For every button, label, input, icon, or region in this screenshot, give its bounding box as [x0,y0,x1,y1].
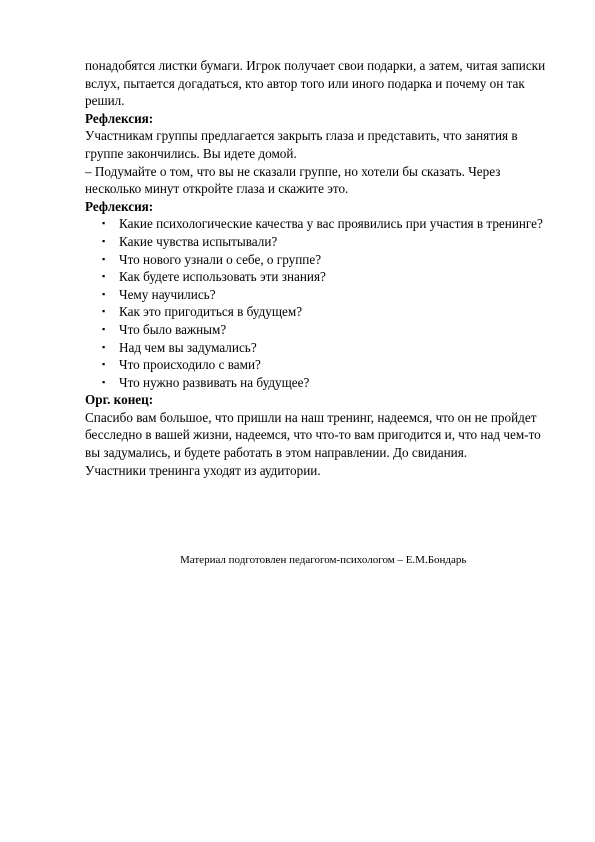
list-item [102,339,555,357]
question-text: Чему научились? [119,286,216,302]
reflection-questions-list [85,215,555,391]
bullet-icon: ▪ [102,359,106,370]
reflection-heading-2: Рефлексия: [85,198,154,214]
list-item [102,286,555,304]
document-body [85,57,555,479]
bullet-icon: ▪ [102,253,106,264]
list-item [102,303,555,321]
list-item [102,215,555,233]
author-credit: Материал подготовлен педагогом-психологом – Е.М.Бондарь [180,554,467,566]
reflection-heading-1: Рефлексия: [85,110,154,126]
reflection-instruction-paragraph: Участникам группы предлагается закрыть глаза и представить, что занятия в группе закончились. Вы идете домой. [85,128,518,161]
bullet-icon: ▪ [102,271,106,282]
intro-paragraph: понадобятся листки бумаги. Игрок получает свои подарки, а затем, читая записки вслух, пытается догадаться, кто автор того или иного подарка и почему он так решил. [85,58,546,109]
bullet-icon: ▪ [102,323,106,334]
final-paragraph: Участники тренинга уходят из аудитории. [85,462,321,478]
question-text: Над чем вы задумались? [119,339,257,355]
bullet-icon: ▪ [102,235,106,246]
bullet-icon: ▪ [102,306,106,317]
list-item [102,356,555,374]
closing-paragraph: Спасибо вам большое, что пришли на наш тренинг, надеемся, что он не пройдет бесследно в вашей жизни, надеемся, что что-то вам пригодится и, что над чем-то вы задумались, и будете работать в этом направлении. До свидания. [85,409,541,461]
question-text: Что нового узнали о себе, о группе? [119,251,322,267]
question-text: Что было важным? [119,321,227,337]
closing-heading: Орг. конец: [85,392,154,408]
list-item [102,251,555,269]
question-text: Как будете использовать эти знания? [119,269,326,285]
bullet-icon: ▪ [102,218,106,229]
question-text: Что происходило с вами? [119,357,261,373]
question-text: Как это пригодиться в будущем? [119,304,303,320]
question-text: Какие психологические качества у вас проявились при участия в тренинге? [119,216,543,232]
question-text: Что нужно развивать на будущее? [119,374,310,390]
bullet-icon: ▪ [102,376,106,387]
list-item [102,233,555,251]
list-item [102,321,555,339]
bullet-icon: ▪ [102,288,106,299]
question-text: Какие чувства испытывали? [119,233,278,249]
bullet-icon: ▪ [102,341,106,352]
reflection-prompt-paragraph: – Подумайте о том, что вы не сказали группе, но хотели бы сказать. Через несколько минут откройте глаза и скажите это. [85,163,501,197]
list-item [102,374,555,392]
list-item [102,268,555,286]
